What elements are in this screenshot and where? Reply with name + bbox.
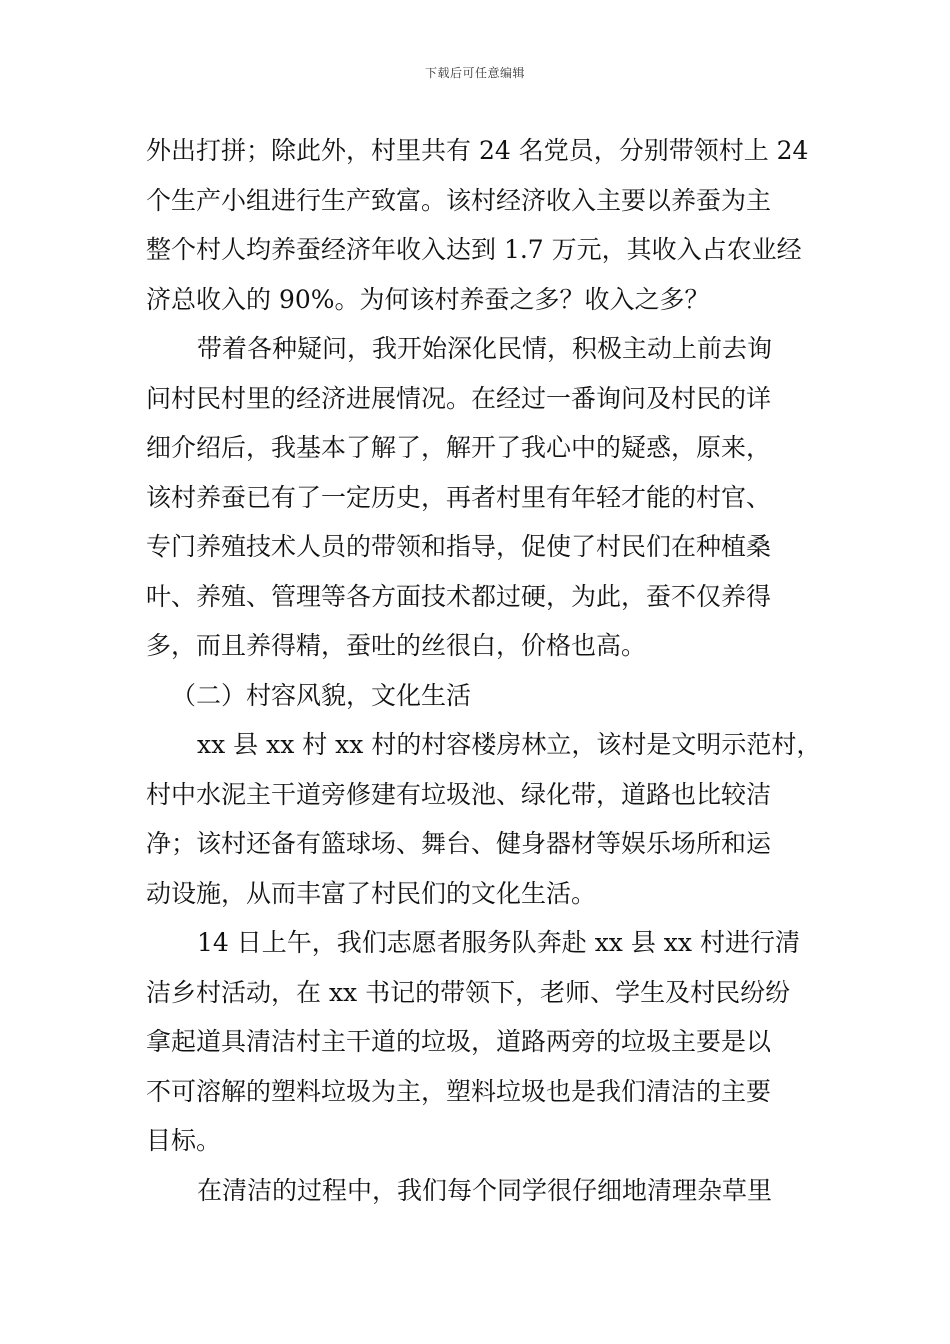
document-body — [146, 126, 822, 1215]
text-line: 带着各种疑问，我开始深化民情，积极主动上前去询 — [197, 334, 773, 363]
text-line: 叶、养殖、管理等各方面技术都过硬，为此，蚕不仅养得 — [146, 581, 772, 611]
text-line: 14 日上午，我们志愿者服务队奔赴 xx 县 xx 村进行清 — [197, 928, 800, 957]
text-line: 问村民村里的经济进展情况。在经过一番询问及村民的详 — [146, 383, 772, 413]
text-line: 外出打拼；除此外，村里共有 24 名党员，分别带领村上 24 — [146, 136, 809, 165]
text-line: 村中水泥主干道旁修建有垃圾池、绿化带，道路也比较洁 — [146, 779, 772, 809]
text-line: 不可溶解的塑料垃圾为主，塑料垃圾也是我们清洁的主要 — [146, 1076, 772, 1106]
text-line: 净；该村还备有篮球场、舞台、健身器材等娱乐场所和运 — [146, 829, 772, 858]
text-line: 动设施，从而丰富了村民们的文化生活。 — [146, 878, 597, 908]
page-header: 下载后可任意编辑 — [424, 66, 525, 80]
text-line: xx 县 xx 村 xx 村的村容楼房林立，该村是文明示范村， — [197, 730, 822, 759]
text-line: 拿起道具清洁村主干道的垃圾，道路两旁的垃圾主要是以 — [146, 1027, 772, 1056]
text-line: 整个村人均养蚕经济年收入达到 1.7 万元，其收入占农业经 — [146, 235, 802, 264]
text-line: 个生产小组进行生产致富。该村经济收入主要以养蚕为主 — [146, 185, 772, 215]
text-line: 在清洁的过程中，我们每个同学很仔细地清理杂草里 — [197, 1175, 773, 1205]
text-line: 目标。 — [146, 1126, 222, 1155]
text-line: 专门养殖技术人员的带领和指导，促使了村民们在种植桑 — [146, 532, 772, 561]
text-line: 洁乡村活动，在 xx 书记的带领下，老师、学生及村民纷纷 — [146, 977, 791, 1007]
section-heading: （二）村容风貌，文化生活 — [171, 680, 472, 710]
text-line: 该村养蚕已有了一定历史，再者村里有年轻才能的村官、 — [146, 482, 772, 512]
text-line: 多，而且养得精，蚕吐的丝很白，价格也高。 — [146, 631, 647, 660]
text-line: 细介绍后，我基本了解了，解开了我心中的疑惑，原来， — [146, 433, 772, 462]
text-line: 济总收入的 90%。为何该村养蚕之多？收入之多？ — [146, 284, 710, 314]
